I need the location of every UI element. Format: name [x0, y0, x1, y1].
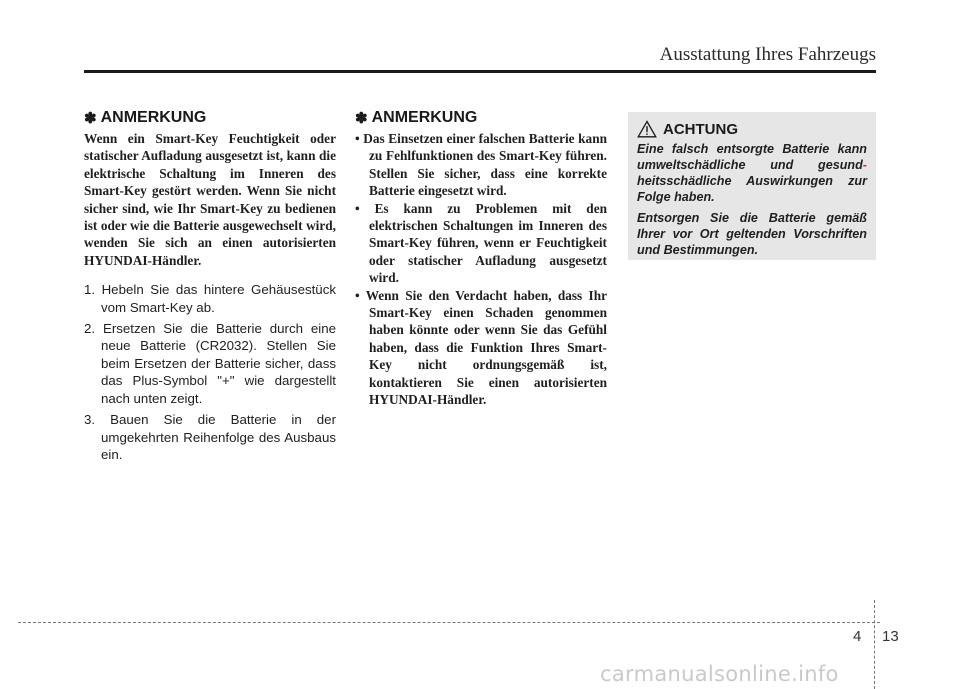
- note-star-icon: ✽: [355, 110, 368, 127]
- replacement-steps: [84, 281, 336, 463]
- warning-title: [637, 120, 867, 138]
- note-column-1: [84, 109, 336, 467]
- watermark: carmanualsonline.info: [600, 662, 839, 686]
- warning-text-1: [637, 141, 867, 205]
- note-star-icon: ✽: [84, 110, 97, 127]
- step-item: 3. Bauen Sie die Batterie in der umgekehrten Reihenfolge des Ausbaus ein.: [84, 412, 336, 462]
- running-header-title: Ausstattung Ihres Fahrzeugs: [659, 44, 876, 65]
- warning-text-2: Entsorgen Sie die Batterie gemäß Ihrer vor Ort geltenden Vorschriften und Bestimmungen.: [637, 211, 867, 257]
- footer-rule: [18, 622, 880, 623]
- warning-hyphen: -: [862, 158, 867, 172]
- warning-text-1-main: Eine falsch entsorgte Batterie kann umweltschädliche und gesund: [637, 142, 867, 172]
- footer-separator: [874, 600, 875, 689]
- note2-heading: [355, 109, 607, 127]
- note1-heading: [84, 109, 336, 127]
- note1-text: Wenn ein Smart-Key Feuchtigkeit oder statischer Aufladung ausgesetzt ist, kann die elektrische Schaltung im Inneren des Smart-Key gestört werden. Wenn Sie nicht sicher sind, wie Ihr Smart-Key zu bedienen ist oder wie die Batterie ausgewechselt wird, wenden Sie sich an einen autorisierten HYUNDAI-Händler.: [84, 131, 336, 268]
- step-item: 2. Ersetzen Sie die Batterie durch eine neue Batterie (CR2032). Stellen Sie beim Ersetzen der Batterie sicher, dass das Plus-Symbol "+" wie dargestellt nach unten zeigt.: [84, 321, 336, 406]
- bullet-item: • Es kann zu Problemen mit den elektrischen Schaltungen im Inneren des Smart-Key führen, wenn er Feuchtigkeit oder statischer Aufladung ausgesetzt wird.: [355, 200, 607, 286]
- warning-text-1-rest: heitsschädliche Auswirkungen zur Folge haben.: [637, 174, 867, 204]
- bullet-item: • Wenn Sie den Verdacht haben, dass Ihr Smart-Key einen Schaden genommen haben könnte oder wenn Sie das Gefühl haben, dass die Funktion Ihres Smart-Key nicht ordnungsgemäß ist, kontaktieren Sie einen autorisierten HYUNDAI-Händler.: [355, 287, 607, 408]
- warning-title-text: ACHTUNG: [663, 120, 738, 138]
- warning-box: [628, 112, 876, 260]
- chapter-number: 4: [853, 628, 862, 645]
- note-column-2: [355, 109, 607, 409]
- page-number: 13: [882, 628, 899, 645]
- note2-bullet-list: [355, 130, 607, 409]
- step-item: 1. Hebeln Sie das hintere Gehäusestück vom Smart-Key ab.: [84, 282, 336, 315]
- header-rule: [84, 70, 876, 73]
- bullet-item: • Das Einsetzen einer falschen Batterie kann zu Fehlfunktionen des Smart-Key führen. Stellen Sie sicher, dass eine korrekte Batterie eingesetzt wird.: [355, 131, 607, 199]
- note2-heading-text: ANMERKUNG: [371, 109, 478, 126]
- note1-heading-text: ANMERKUNG: [100, 109, 207, 126]
- warning-triangle-icon: [637, 120, 657, 138]
